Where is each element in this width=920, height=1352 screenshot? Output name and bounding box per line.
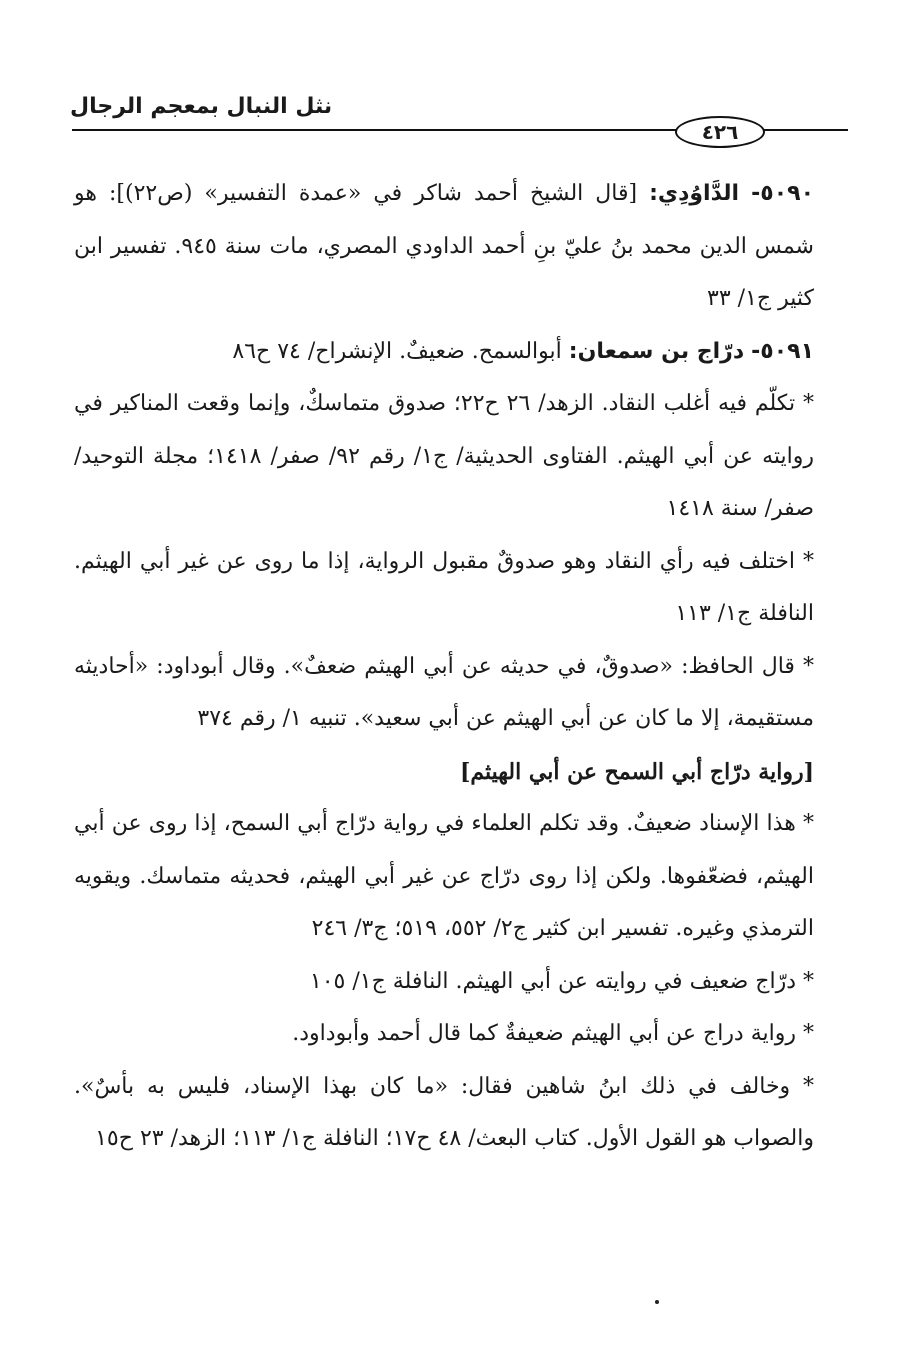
entry-number: ٥٠٩٠- (751, 181, 814, 206)
subheading: [رواية درّاج أبي السمح عن أبي الهيثم] (459, 758, 814, 785)
entry-5090 (74, 168, 848, 326)
stray-dot (655, 1300, 659, 1304)
entry-number: ٥٠٩١- (751, 338, 814, 364)
entry-name: درّاج بن سمعان: (568, 338, 745, 364)
paragraph-4: * هذا الإسناد ضعيفٌ. وقد تكلم العلماء في رواية درّاج أبي السمح، إذا روى عن أبي الهيثم، فضعّفوها. ولكن إذا روى درّاج عن غير أبي الهيثم، فحديثه متماسك. ويقويه الترمذي وغيره. تفسير ابن كثير ج٢/ ٥٥٢، ٥١٩؛ ج٣/ ٢٤٦ (74, 811, 814, 941)
page-body (74, 168, 848, 1166)
entry-intro: أبوالسمح. ضعيفٌ. الإنشراح/ ٧٤ ح٨٦ (232, 338, 562, 364)
entry-text: [قال الشيخ أحمد شاكر في «عمدة التفسير» (ص٢٢)]: هو شمس الدين محمد بنُ عليّ بنِ أحمد الداودي المصري، مات سنة ٩٤٥. تفسير ابن كثير ج١/ ٣٣ (74, 181, 814, 311)
paragraph-2: * اختلف فيه رأي النقاد وهو صدوقٌ مقبول الرواية، إذا ما روى عن غير أبي الهيثم. النافلة ج١/ ١١٣ (74, 548, 814, 626)
paragraph-7: * وخالف في ذلك ابنُ شاهين فقال: «ما كان بهذا الإسناد، فليس به بأسٌ». والصواب هو القول الأول. كتاب البعث/ ٤٨ ح١٧؛ النافلة ج١/ ١١٣؛ الزهد/ ٢٣ ح١٥ (74, 1073, 814, 1151)
page-number: ٤٢٦ (675, 116, 765, 148)
paragraph-6: * رواية دراج عن أبي الهيثم ضعيفةٌ كما قال أحمد وأبوداود. (292, 1021, 814, 1046)
paragraph-3: * قال الحافظ: «صدوقٌ، في حديثه عن أبي الهيثم ضعفٌ». وقال أبوداود: «أحاديثه مستقيمة، إلا ما كان عن أبي الهيثم عن أبي سعيد». تنبيه ١/ رقم ٣٧٤ (74, 653, 814, 731)
paragraph-1: * تكلّم فيه أغلب النقاد. الزهد/ ٢٦ ح٢٢؛ صدوق متماسكٌ، وإنما وقعت المناكير في روايته عن أبي الهيثم. الفتاوى الحديثية/ ج١/ رقم ٩٢/ صفر/ ١٤١٨؛ مجلة التوحيد/ صفر/ سنة ١٤١٨ (74, 391, 814, 521)
entry-name: الدَّاوُدِي: (649, 181, 740, 206)
paragraph-5: * درّاج ضعيف في روايته عن أبي الهيثم. النافلة ج١/ ١٠٥ (309, 968, 814, 994)
page-header-title: نثل النبال بمعجم الرجال (70, 94, 333, 119)
entry-5091 (74, 326, 848, 379)
